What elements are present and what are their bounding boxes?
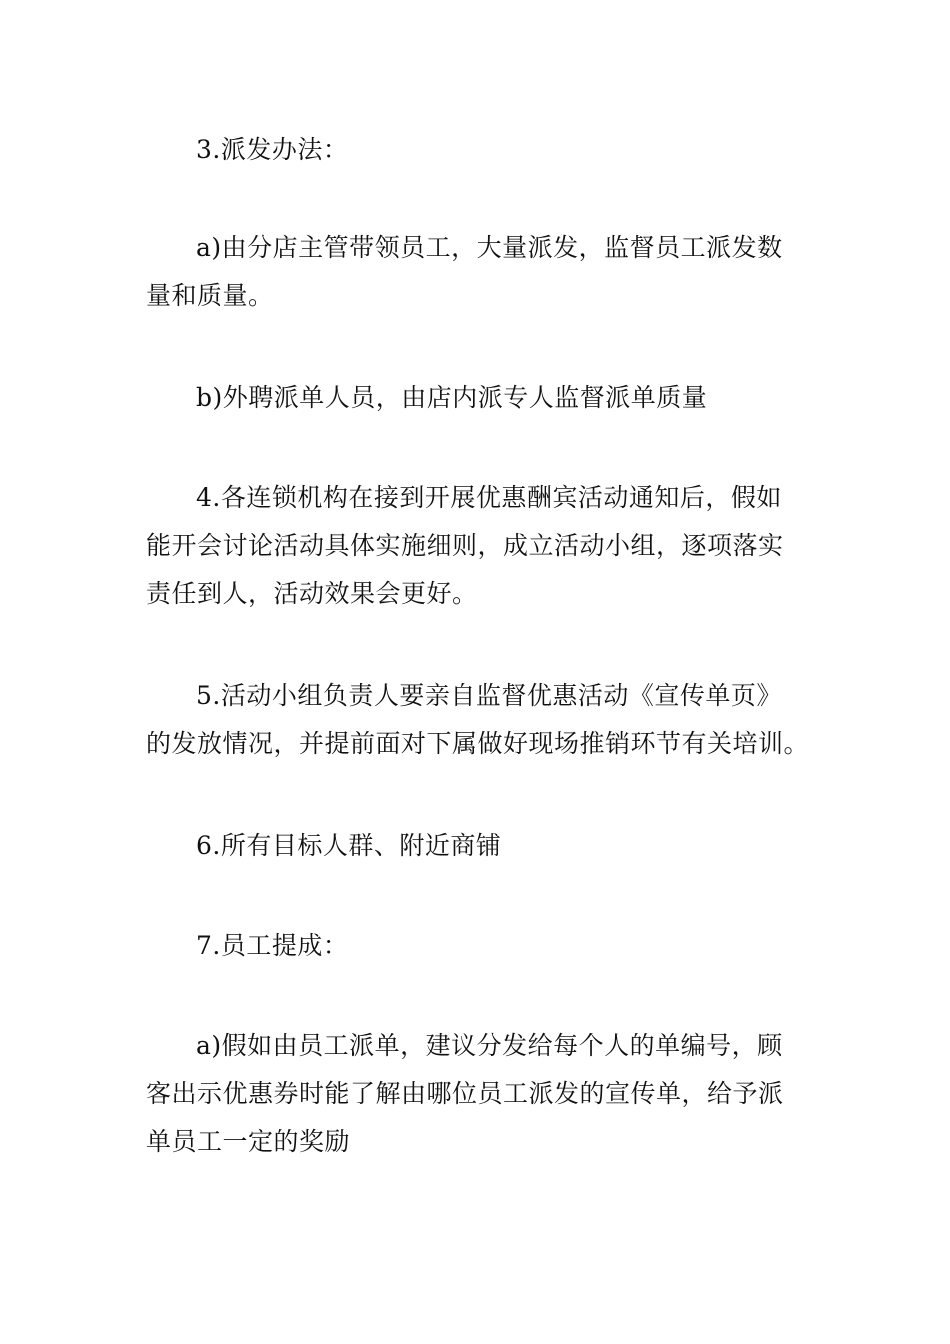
paragraph-line: a)假如由员工派单，建议分发给每个人的单编号，顾: [196, 1031, 783, 1060]
paragraph-item-7-commission: [146, 922, 810, 970]
paragraph-item-a-numbering: [146, 1022, 810, 1166]
paragraph-item-a-manager: [146, 224, 810, 320]
paragraph-item-4-chain: [146, 474, 810, 618]
paragraph-line: 量和质量。: [146, 281, 274, 310]
paragraph-line: 4.各连锁机构在接到开展优惠酬宾活动通知后，假如: [196, 483, 782, 512]
paragraph-line: 客出示优惠券时能了解由哪位员工派发的宣传单，给予派: [146, 1079, 784, 1108]
paragraph-line: 7.员工提成：: [196, 931, 349, 960]
paragraph-line: 3.派发办法：: [196, 135, 349, 164]
paragraph-line: 能开会讨论活动具体实施细则，成立活动小组，逐项落实: [146, 531, 784, 560]
paragraph-line: 责任到人，活动效果会更好。: [146, 579, 478, 608]
paragraph-line: 的发放情况，并提前面对下属做好现场推销环节有关培训。: [146, 729, 810, 758]
paragraph-line: a)由分店主管带领员工，大量派发，监督员工派发数: [196, 233, 783, 262]
paragraph-line: 6.所有目标人群、附近商铺: [196, 831, 502, 860]
paragraph-distribution-method: [146, 126, 810, 174]
paragraph-line: b)外聘派单人员，由店内派专人监督派单质量: [196, 383, 708, 412]
paragraph-item-b-outsourced: [146, 374, 810, 422]
paragraph-line: 5.活动小组负责人要亲自监督优惠活动《宣传单页》: [196, 681, 782, 710]
paragraph-item-5-group-leader: [146, 672, 810, 768]
paragraph-item-6-targets: [146, 822, 810, 870]
paragraph-line: 单员工一定的奖励: [146, 1127, 351, 1156]
